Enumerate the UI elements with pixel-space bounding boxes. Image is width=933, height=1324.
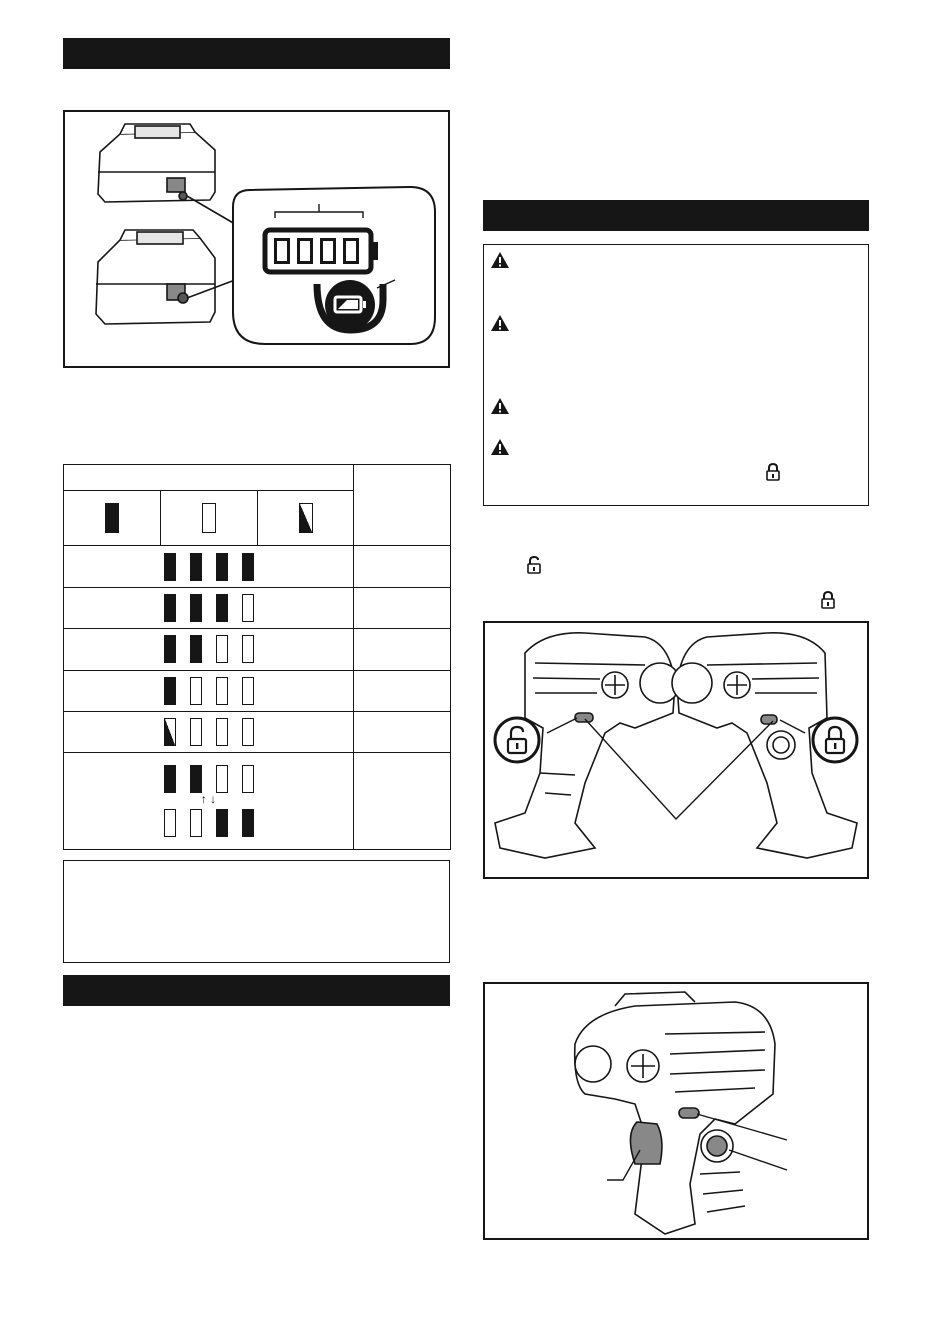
warning-icon — [490, 251, 510, 269]
table-row — [64, 711, 451, 752]
battery-small — [98, 124, 215, 202]
battery-illustration — [65, 112, 448, 366]
table-header-lamps — [64, 465, 354, 491]
warning-icon — [490, 314, 510, 332]
lock-icon — [821, 591, 835, 609]
warning-icon — [490, 438, 510, 456]
legend-on — [64, 491, 161, 546]
warning-icon — [490, 397, 510, 415]
indicator-lamp-table — [63, 464, 451, 850]
figure-battery-indicator — [63, 110, 450, 368]
figure-lock-positions — [483, 621, 869, 879]
table-row — [64, 670, 451, 711]
right-lock-button — [761, 715, 777, 724]
table-row — [64, 629, 451, 670]
figure-switch-parts — [483, 982, 869, 1240]
table-header-capacity — [354, 465, 451, 546]
unlock-icon — [527, 556, 541, 574]
lock-icon — [766, 463, 780, 481]
tool-lock-illustration — [485, 623, 867, 877]
tool-switch-illustration — [485, 984, 867, 1238]
section-header-battery-capacity — [63, 38, 450, 69]
legend-blinking — [258, 491, 354, 546]
table-row — [64, 546, 451, 588]
warning-box — [483, 244, 869, 506]
legend-off — [161, 491, 258, 546]
section-header-switch-action — [483, 200, 869, 231]
battery-large — [96, 230, 215, 324]
tool-body — [575, 1002, 775, 1234]
table-row-overheat — [64, 752, 451, 849]
section-header-tool-protection — [63, 975, 450, 1006]
note-box — [63, 860, 450, 963]
lock-button — [679, 1108, 699, 1118]
alternating-arrows: ↑ ↓ — [200, 791, 217, 806]
left-lock-button — [575, 713, 593, 722]
table-row — [64, 588, 451, 629]
